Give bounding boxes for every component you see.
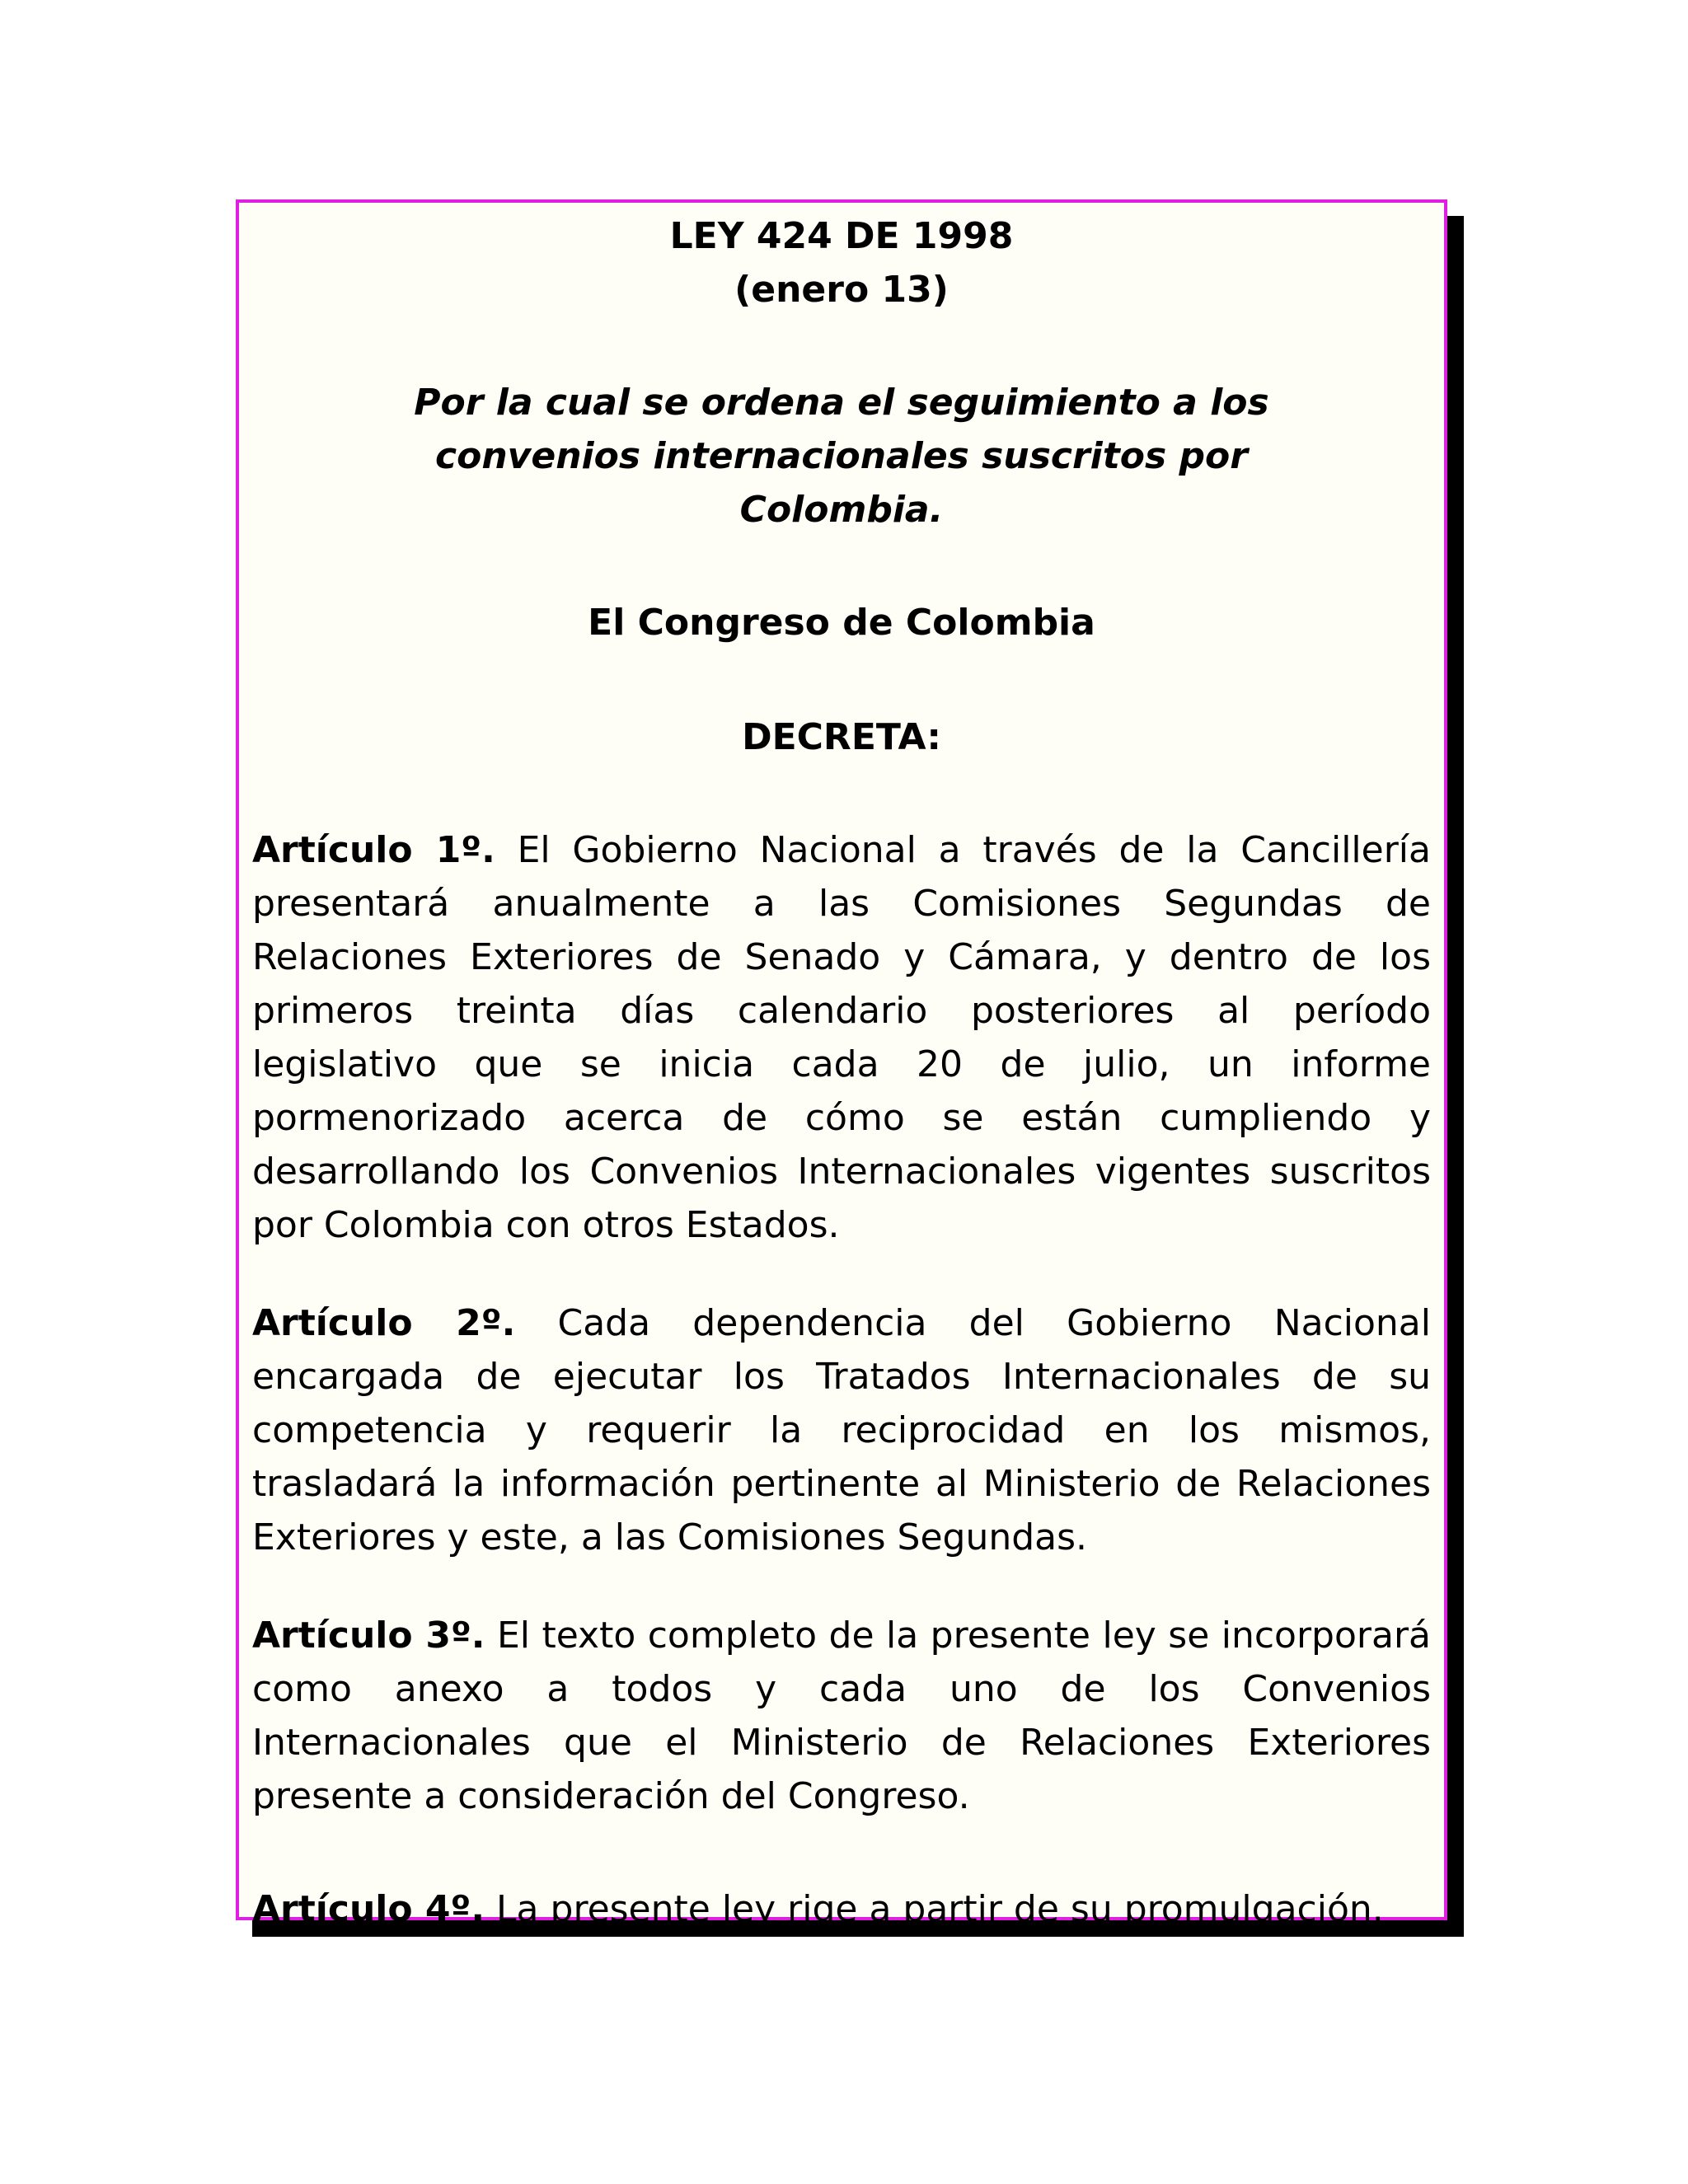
article-4-label: Artículo 4º. [252,1888,485,1930]
law-subtitle: Por la cual se ordena el seguimiento a los convenios internacionales suscritos por Colombia. [414,382,1269,531]
article-3-text: El texto completo de la presente ley se incorporará como anexo a todos y cada uno de los Convenios Internacionales que el Ministerio de Relaciones Exteriores presente a consideración del Congreso. [252,1615,1431,1817]
document-content [252,203,1431,1936]
article-3-label: Artículo 3º. [252,1615,485,1657]
document-frame [236,199,1447,1930]
decree-heading: DECRETA: [742,716,941,758]
article-2-label: Artículo 2º. [252,1302,516,1344]
article-2 [252,1296,1431,1564]
issuer-heading: El Congreso de Colombia [588,602,1095,644]
article-4-text: La presente ley rige a partir de su promulgación. [496,1888,1384,1930]
law-date: (enero 13) [734,269,949,311]
law-title: LEY 424 DE 1998 [669,215,1014,257]
article-1-label: Artículo 1º. [252,829,495,871]
article-1 [252,823,1431,1252]
article-2-text: Cada dependencia del Gobierno Nacional encargada de ejecutar los Tratados Internacionales de su competencia y requerir la reciprocidad en los mismos, trasladará la información pertinente al Ministerio de Relaciones Exteriores y este, a las Comisiones Segundas. [252,1302,1431,1558]
article-3 [252,1609,1431,1823]
article-4 [252,1882,1431,1936]
article-1-text: El Gobierno Nacional a través de la Cancillería presentará anualmente a las Comisiones Segundas de Relaciones Exteriores de Senado y Cámara, y dentro de los primeros treinta días calendario posteriores al período legislativo que se inicia cada 20 de julio, un informe pormenorizado acerca de cómo se están cumpliendo y desarrollando los Convenios Internacionales vigentes suscritos por Colombia con otros Estados. [252,829,1431,1246]
